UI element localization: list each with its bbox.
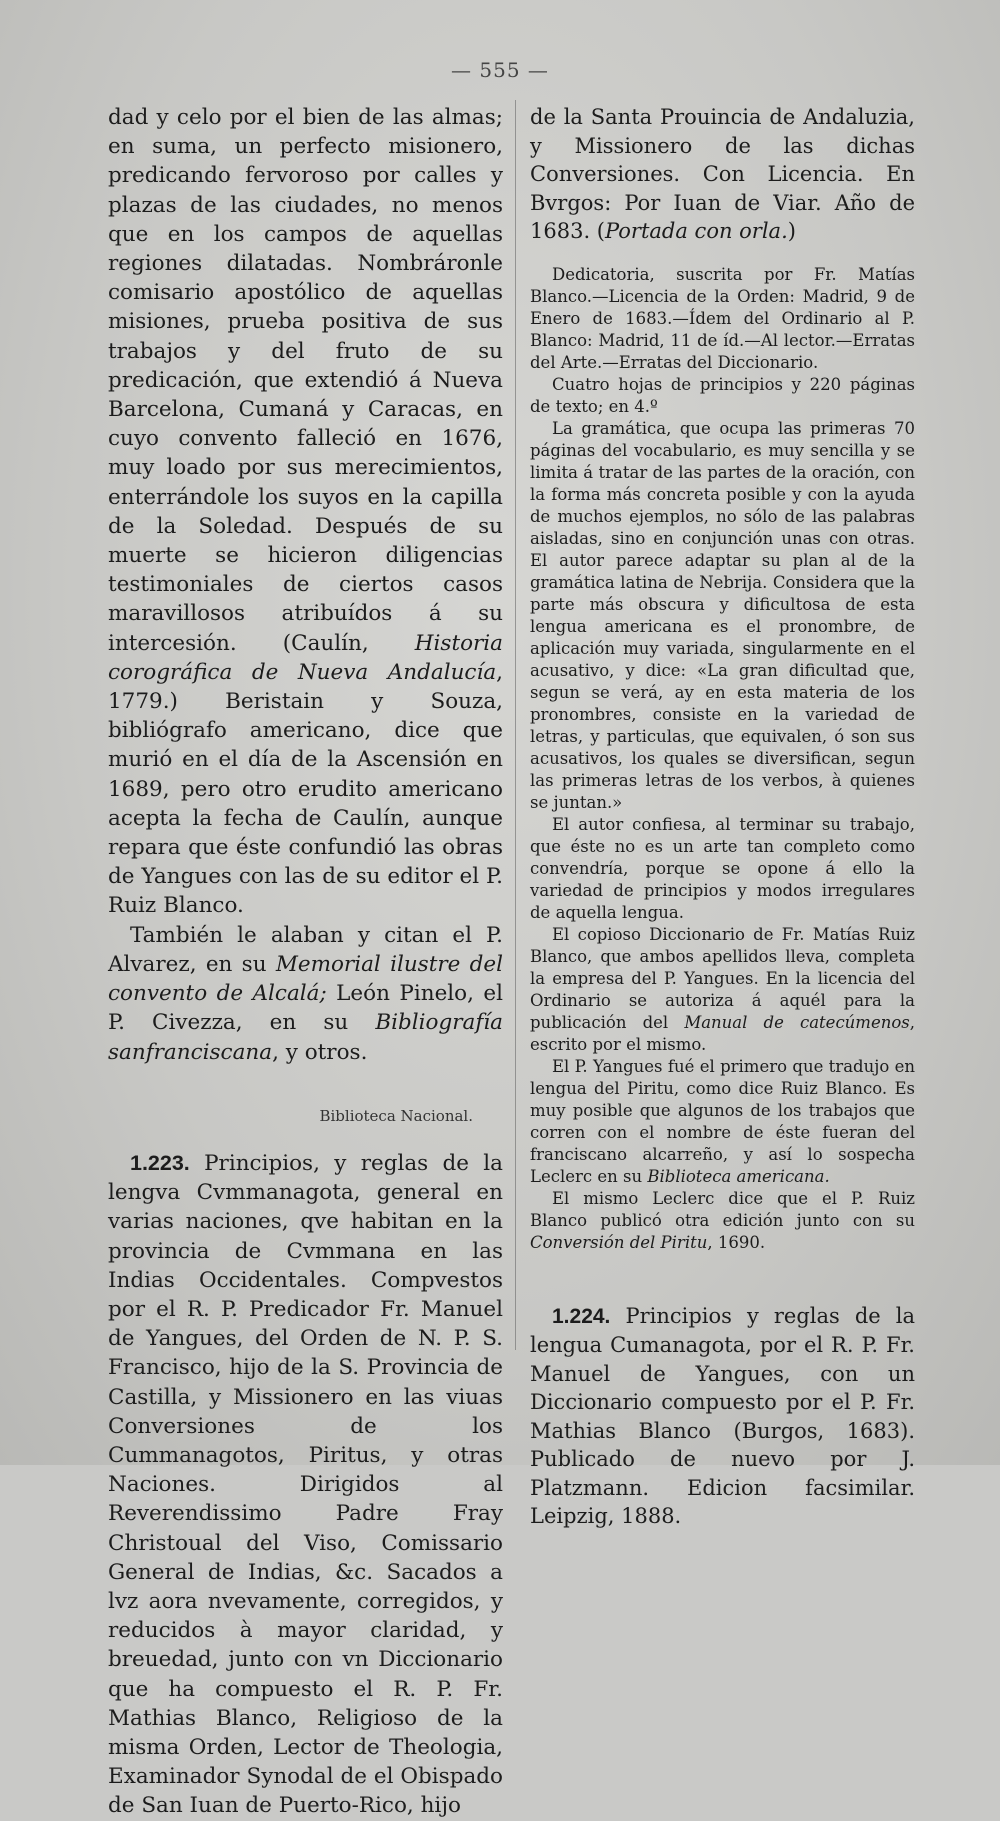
bibliografia-title: Bibliografía sanfranciscana: [108, 1010, 503, 1065]
diccionario-end: , escrito por el mismo.: [530, 1012, 916, 1054]
portada-note: Portada con orla.: [605, 219, 788, 243]
also-praised-paragraph: [108, 921, 503, 1067]
library-label: Biblioteca Nacional.: [319, 1106, 473, 1125]
title-continuation-end: ): [787, 219, 796, 243]
biblioteca-americana-title: Biblioteca americana.: [647, 1166, 830, 1186]
title-continuation-text: de la Santa Prouincia de Andaluzia, y Missionero de las dichas Conversiones. Con Licencia. En Bvrgos: Por Iuan de Viar. Año de 1683. (: [530, 105, 915, 243]
leclerc-text: El mismo Leclerc dice que el P. Ruiz Blanco publicó otra edición junto con su: [530, 1188, 915, 1230]
continuation-paragraph: [108, 103, 503, 921]
spacer: [530, 1254, 915, 1302]
column-divider: [515, 100, 516, 1350]
continuation-text-2: , 1779.) Beristain y Souza, bibliógrafo americano, dice que murió en el día de la Ascensión en 1689, pero otro erudito americano acepta la fecha de Caulín, aunque repara que éste confundió las obras de Yangues con las de su editor el P. Ruiz Blanco.: [108, 659, 503, 919]
also-praised-text-1: También le alaban y citan el P. Alvarez, en su: [108, 922, 503, 977]
entry-1223: [108, 1149, 503, 1821]
entry-1223-number: 1.223.: [130, 1150, 190, 1175]
title-continuation: [530, 103, 915, 246]
primero-text: El P. Yangues fué el primero que tradujo en lengua del Piritu, como dice Ruiz Blanco. Es muy posible que algunos de los trabajos que corren con el nombre de éste fueran del franciscano alcarreño, y así lo sospecha Leclerc en su: [530, 1056, 915, 1186]
cuatro-hojas-paragraph: Cuatro hojas de principios y 220 páginas de texto; en 4.º: [530, 374, 915, 416]
leclerc-end: , 1690.: [707, 1232, 766, 1252]
manual-title: Manual de catecúmenos: [684, 1012, 910, 1032]
right-column: [530, 103, 915, 1531]
leclerc-paragraph: [530, 1188, 915, 1254]
continuation-text: dad y celo por el bien de las almas; en suma, un perfecto misionero, predicando fervoroso por calles y plazas de las ciudades, no menos que en los campos de aquellas regiones dilatadas. Nombráronle comisario apostólico de aquellas misiones, prueba positiva de sus trabajos y del fruto de su predicación, que extendió á Nueva Barcelona, Cumaná y Caracas, en cuyo convento falleció en 1676, muy loado por sus merecimientos, enterrándole los suyos en la capilla de la Soledad. Después de su muerte se hicieron diligencias testimoniales de ciertos casos maravillosos atribuídos á su intercesión. (Caulín,: [108, 105, 503, 656]
page-number: — 555 —: [451, 58, 549, 82]
also-praised-text-2: León Pinelo, el P. Civezza, en su: [108, 981, 503, 1036]
diccionario-paragraph: [530, 924, 915, 1056]
spacer: [530, 246, 915, 264]
entry-1224: [530, 1302, 915, 1531]
entry-1224-number: 1.224.: [552, 1304, 611, 1328]
left-column: [108, 103, 503, 1821]
primero-paragraph: [530, 1056, 915, 1188]
dedicatoria-paragraph: Dedicatoria, suscrita por Fr. Matías Blanco.—Licencia de la Orden: Madrid, 9 de Enero de 1683.—Ídem del Ordinario al P. Blanco: Madrid, 11 de íd.—Al lector.—Erratas del Arte.—Erratas del Diccionario.: [530, 264, 915, 372]
entry-1223-text: Principios, y reglas de la lengva Cvmmanagota, general en varias naciones, qve habitan en la provincia de Cvmmana en las Indias Occidentales. Compvestos por el R. P. Predicador Fr. Manuel de Yangues, del Orden de N. P. S. Francisco, hijo de la S. Provincia de Castilla, y Missionero en las viuas Conversiones de los Cummanagotos, Piritus, y otras Naciones. Dirigidos al Reverendissimo Padre Fray Christoual del Viso, Comissario General de Indias, &c. Sacados a lvz aora nvevamente, corregidos, y reducidos à mayor claridad, y breuedad, junto con vn Diccionario que ha compuesto el R. P. Fr. Mathias Blanco, Religioso de la misma Orden, Lector de Theologia, Examinador Synodal de el Obispado de San Iuan de Puerto-Rico, hijo: [108, 1150, 503, 1819]
entry-1224-text: Principios y reglas de la lengua Cumanagota, por el R. P. Fr. Manuel de Yangues, con un Diccionario compuesto por el P. Fr. Mathias Blanco (Burgos, 1683). Publicado de nuevo por J. Platzmann. Edicion facsimilar. Leipzig, 1888.: [530, 1303, 915, 1528]
conversion-title: Conversión del Piritu: [530, 1232, 708, 1252]
diccionario-text: El copioso Diccionario de Fr. Matías Ruiz Blanco, que ambos apellidos lleva, completa la empresa del P. Yangues. En la licencia del Ordinario se autoriza á aquél para la publicación del: [530, 924, 915, 1032]
also-praised-text-3: , y otros.: [272, 1039, 368, 1065]
memorial-title: Memorial ilustre del convento de Alcalá;: [108, 951, 503, 1007]
confiesa-paragraph: El autor confiesa, al terminar su trabajo, que éste no es un arte tan completo como convendría, porque se opone á ello la variedad de principios y modos irregulares de aquella lengua.: [530, 814, 915, 922]
caulin-title: Historia corográfica de Nueva Andalucía: [108, 630, 503, 685]
gramatica-paragraph: La gramática, que ocupa las primeras 70 páginas del vocabulario, es muy sencilla y se limita á tratar de las partes de la oración, con la forma más concreta posible y con la ayuda de muchos ejemplos, no sólo de las palabras aisladas, sino en conjunción unas con otras. El autor parece adaptar su plan al de la gramática latina de Nebrija. Considera que la parte más obscura y dificultosa de esta lengua americana es el pronombre, de aplicación muy variada, singularmente en el acusativo, y dice: «La gran dificultad que, segun se verá, ay en esta materia de los pronombres, consiste en la variedad de letras, y particulas, que equivalen, ó son sus acusativos, los quales se diversifican, segun las primeras letras de los verbos, à quienes se juntan.»: [530, 418, 915, 812]
